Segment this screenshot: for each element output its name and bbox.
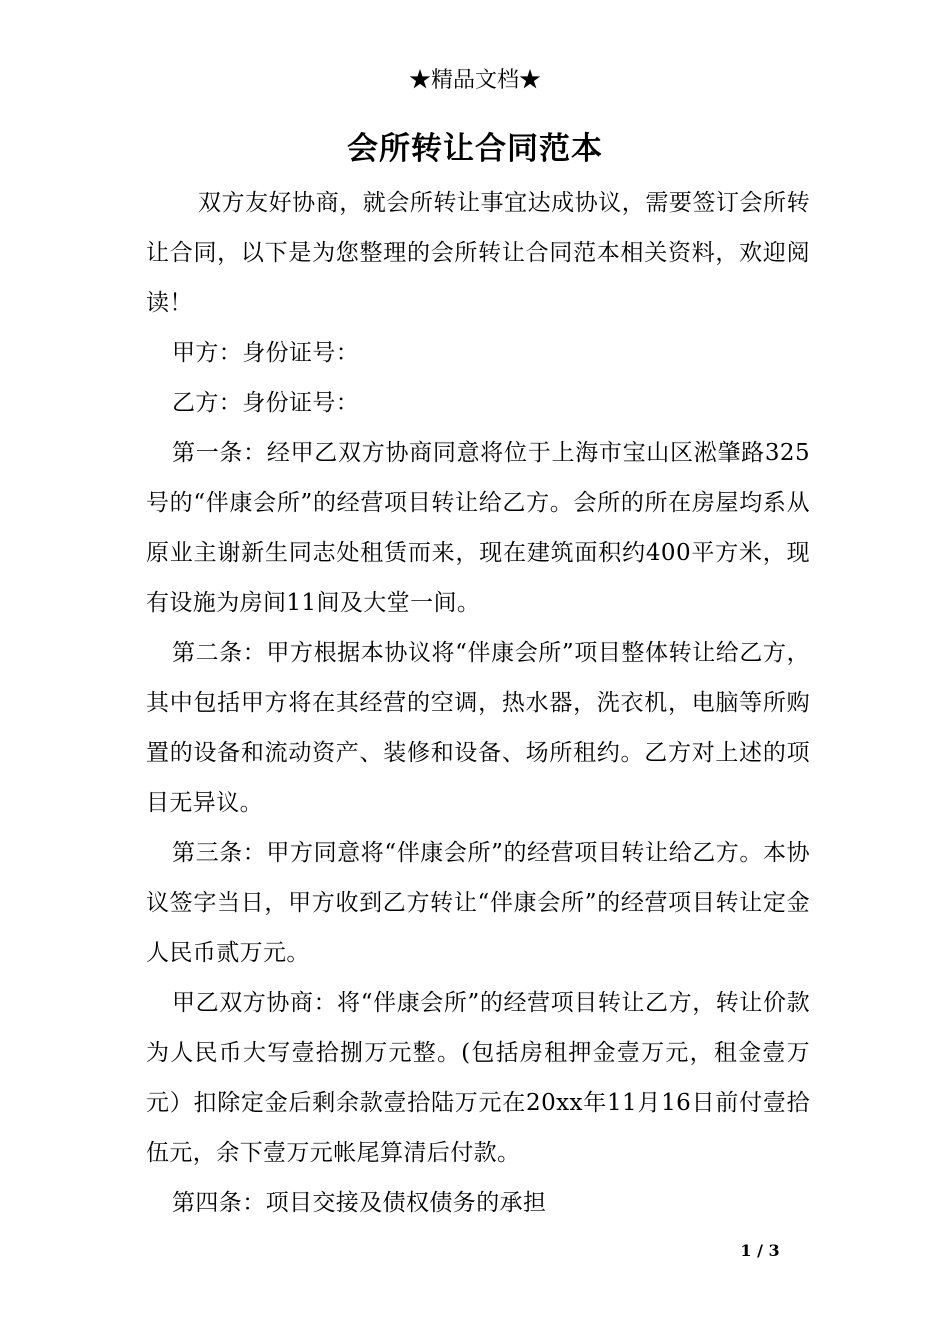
article-3-paragraph: 第三条：甲方同意将“伴康会所”的经营项目转让给乙方。本协议签字当日，甲方收到乙方转让“伴康会所”的经营项目转让定金人民币贰万元。 [146,840,810,966]
article-4-heading: 第四条：项目交接及债权债务的承担 [172,1190,547,1216]
header-mark: ★精品文档★ [408,68,541,93]
document-title: 会所转让合同范本 [347,131,603,167]
payment-terms-paragraph: 甲乙双方协商：将“伴康会所”的经营项目转让乙方，转让价款为人民币大写壹拾捌万元整。(包括房租押金壹万元，租金壹万元）扣除定金后剩余款壹拾陆万元在20xx年11月16日前付壹拾伍元，余下壹万元帐尾算清后付款。 [146,990,810,1166]
intro-paragraph: 双方友好协商，就会所转让事宜达成协议，需要签订会所转让合同，以下是为您整理的会所转让合同范本相关资料，欢迎阅读！ [146,190,810,316]
party-b-line: 乙方：身份证号： [172,390,360,416]
party-a-line: 甲方：身份证号： [172,340,360,366]
article-1-paragraph: 第一条：经甲乙双方协商同意将位于上海市宝山区淞肇路325号的“伴康会所”的经营项目转让给乙方。会所的所在房屋均系从原业主谢新生同志处租赁而来，现在建筑面积约400平方米，现有设施为房间11间及大堂一间。 [146,440,810,616]
article-2-paragraph: 第二条：甲方根据本协议将“伴康会所”项目整体转让给乙方，其中包括甲方将在其经营的空调，热水器，洗衣机，电脑等所购置的设备和流动资产、装修和设备、场所租约。乙方对上述的项目无异议。 [146,640,810,816]
page-number: 1 / 3 [740,1241,780,1260]
document-body [146,178,810,1228]
